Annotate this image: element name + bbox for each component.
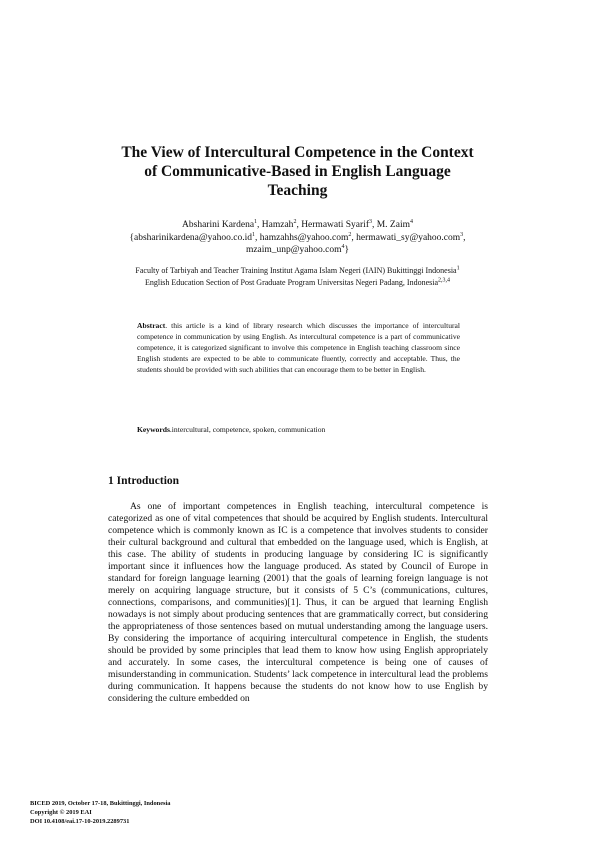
affiliation-sup: 1	[456, 265, 460, 272]
author-name: Hermawati Syarif	[301, 220, 369, 230]
affiliation-text: Faculty of Tarbiyah and Teacher Training Institut Agama Islam Negeri (IAIN) Bukittinggi Indonesia	[135, 266, 457, 275]
paragraph: As one of important competences in English teaching, intercultural competence is categorized as one of vital competences that should be acquired by English students. Intercultural competence which is commonly known as IC is a competence that involves students to consider their cultural background and cultural that embedded on the language used, which is English, at this case. The ability of students in producing language by considering IC is significantly important since it influences how the language produced. As stated by Council of Europe in standard for foreign language learning (2001) that the goals of learning foreign language is not merely on acquiring language structure, but it consists of 5 C’s (communications, cultures, connections, comparisons, and communities)[1]. Thus, it can be argued that learning English nowadays is not simply about producing sentences that are grammatically correct, but considering the appropriateness of those sentences based on mutual understanding among the language users. By considering the importance of acquiring intercultural competence in English, the students should be provided by some principles that lead them to know how using English appropriately and accurately. In some cases, the intercultural competence is being one of causes of misunderstanding in communication. Students’ lack competence in intercultural lead the problems during communication. It happens because the students do not know how to use English by considering the culture embedded on	[108, 501, 488, 705]
affiliations	[60, 265, 535, 288]
email-close-brace: }	[344, 245, 350, 255]
body-text	[108, 501, 488, 705]
affiliation-line	[60, 277, 535, 289]
author-names: Absharini Kardena$^1$, Hamzah$^2$, Hermawati Syarif$^3$, M. Zaim$^4$	[182, 218, 413, 230]
email-sup: 1	[251, 231, 255, 238]
keywords-text: .intercultural, competence, spoken, communication	[169, 425, 326, 434]
keywords	[137, 424, 460, 435]
title-line: of Communicative-Based in English Language	[144, 163, 451, 180]
affiliation-sup: 2,3,4	[438, 276, 451, 283]
author-sup: 2	[293, 218, 297, 225]
author-block	[60, 219, 535, 257]
affiliation-line	[60, 265, 535, 277]
author-email: hermawati_sy@yahoo.com	[356, 232, 461, 243]
abstract	[137, 321, 460, 376]
author-sup: 1	[254, 218, 258, 225]
footer-conference: BICED 2019, October 17-18, Bukittinggi, Indonesia	[30, 800, 171, 807]
author-sup: 4	[409, 218, 413, 225]
email-sup: 4	[341, 243, 345, 250]
author-emails: {$absharinikardena@yahoo.co.id^1$, hamzahhs@yahoo.com$^2$, hermawati_sy@yahoo.com$^3$, mzaim_unp@yahoo.com$^4$}	[129, 231, 466, 255]
footer-doi: DOI 10.4108/eai.17-10-2019.2289731	[30, 818, 130, 825]
email-sup: 3	[460, 231, 464, 238]
keywords-label: Keywords	[137, 425, 170, 434]
author-name: M. Zaim	[376, 220, 410, 230]
author-email: mzaim_unp@yahoo.com	[245, 245, 342, 255]
title-line: Teaching	[267, 182, 328, 199]
abstract-text: . this article is a kind of library research which discusses the importance of intercultural competence in communication by using English. As intercultural competence is a part of communicative competence, it is categorized significant to involve this competence in English teaching classroom since English students are expected to be able to communicate fluently, correctly and acceptable. Thus, the students should be provided with such abilities that can encourage them to be better in English.	[137, 321, 460, 374]
footer	[30, 799, 171, 826]
author-email: hamzahhs@yahoo.com	[259, 232, 349, 243]
author-name: Absharini Kardena	[182, 220, 255, 230]
paper-title	[80, 143, 515, 200]
abstract-label: Abstract	[137, 321, 166, 330]
author-name: Hamzah	[261, 220, 294, 230]
email-sup: 2	[348, 231, 352, 238]
affiliation-text: English Education Section of Post Graduate Program Universitas Negeri Padang, Indonesia	[144, 277, 439, 287]
section-heading: 1 Introduction	[108, 475, 180, 487]
author-email: {absharinikardena@yahoo.co.id	[129, 232, 252, 243]
footer-copyright: Copyright © 2019 EAI	[30, 809, 92, 816]
title-line: The View of Intercultural Competence in the Context	[121, 144, 474, 161]
author-sup: 3	[368, 218, 372, 225]
